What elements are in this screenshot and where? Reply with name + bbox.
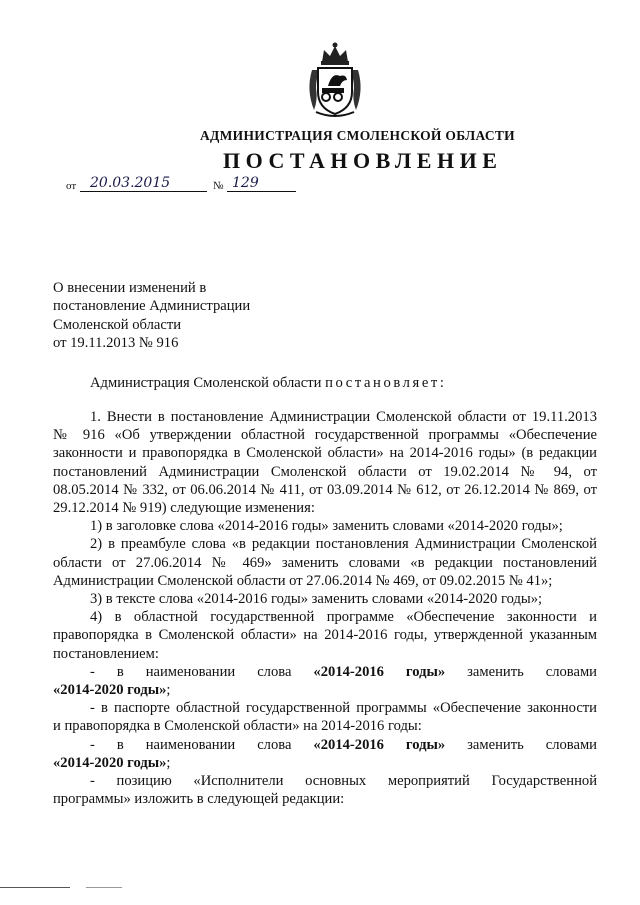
date-number-line (66, 172, 296, 194)
dash-4-line: программы» изложить в следующей редакции: (53, 791, 345, 808)
subitem-3: 3) в тексте слова «2014-2016 годы» заменить словами «2014-2020 годы»; (90, 591, 543, 608)
subitem-2-line: области от 27.06.2014 № 469» заменить словами «в редакции постановлений (53, 554, 597, 571)
dash-item-1 (53, 663, 597, 699)
subitem-1: 1) в заголовке слова «2014-2016 годы» заменить словами «2014-2020 годы»; (90, 518, 563, 535)
dash-item-3 (53, 736, 597, 772)
number-label: № (213, 180, 224, 192)
organization-title: АДМИНИСТРАЦИЯ СМОЛЕНСКОЙ ОБЛАСТИ (200, 128, 515, 143)
dash-1-middle: заменить словами (445, 663, 597, 680)
preamble-decision-word: постановляет: (325, 375, 447, 391)
footer-divider (0, 887, 70, 888)
item-1-line: 08.05.2014 № 332, от 06.06.2014 № 411, от 03.09.2014 № 612, от 26.12.2014 № 869, от (53, 481, 597, 498)
subitem-4-line: правопорядка в Смоленской области» на 2014-2016 годы, утвержденной указанным (53, 627, 597, 644)
subject-line: О внесении изменений в (53, 280, 207, 296)
subitem-4 (53, 608, 597, 663)
dash-3-middle: заменить словами (445, 736, 597, 753)
dash-1-old-words: «2014-2016 годы» (313, 663, 446, 680)
dash-3-prefix: - в наименовании слова (90, 736, 314, 753)
dash-item-2 (53, 699, 597, 735)
dash-3-old-words: «2014-2016 годы» (313, 736, 446, 753)
item-1-line: 29.12.2014 № 919) следующие изменения: (53, 500, 315, 517)
dash-1-suffix: ; (166, 682, 171, 699)
document-subject (53, 279, 313, 352)
dash-2-line: - в паспорте областной государственной программы «Обеспечение законности (90, 700, 597, 717)
subitem-4-line: 4) в областной государственной программе «Обеспечение законности и (90, 609, 597, 626)
item-1-line: постановлений Администрации Смоленской области от 19.02.2014 № 94, от (53, 463, 597, 480)
preamble-text: Администрация Смоленской области (90, 375, 326, 391)
dash-3-new-words: «2014-2020 годы» (53, 754, 167, 771)
item-1 (53, 408, 597, 517)
document-type-title: ПОСТАНОВЛЕНИЕ (223, 148, 503, 173)
subitem-4-line: постановлением: (53, 645, 159, 662)
smolensk-coat-of-arms-icon (302, 40, 368, 120)
document-body (53, 408, 597, 808)
item-1-line: 1. Внести в постановление Администрации Смоленской области от 19.11.2013 (90, 409, 597, 425)
number-handwritten-value: 129 (232, 175, 259, 191)
subitem-2-line: 2) в преамбуле слова «в редакции постановления Администрации Смоленской (90, 536, 597, 553)
footer-divider (86, 887, 122, 888)
dash-2-line: и правопорядка в Смоленской области» на 2014-2016 годы: (53, 718, 422, 735)
dash-4-line: - позицию «Исполнители основных мероприятий Государственной (90, 773, 597, 790)
subject-line: Смоленской области (53, 316, 182, 333)
dash-1-prefix: - в наименовании слова (90, 663, 314, 680)
subitem-2-line: Администрации Смоленской области от 27.06.2014 № 469, от 09.02.2015 № 41»; (53, 572, 553, 589)
subitem-2 (53, 535, 597, 590)
date-label: от (66, 180, 77, 192)
dash-3-suffix: ; (166, 754, 171, 771)
item-1-line: № 916 «Об утверждении областной государственной программы «Обеспечение (53, 427, 597, 444)
subject-line: постановление Администрации (53, 298, 251, 315)
subject-line: от 19.11.2013 № 916 (53, 334, 179, 351)
date-handwritten-value: 20.03.2015 (90, 175, 171, 191)
dash-1-new-words: «2014-2020 годы» (53, 682, 167, 699)
item-1-line: законности и правопорядка в Смоленской области» на 2014-2016 годы» (в редакции (53, 445, 597, 462)
dash-item-4 (53, 772, 597, 808)
preamble (53, 374, 597, 392)
